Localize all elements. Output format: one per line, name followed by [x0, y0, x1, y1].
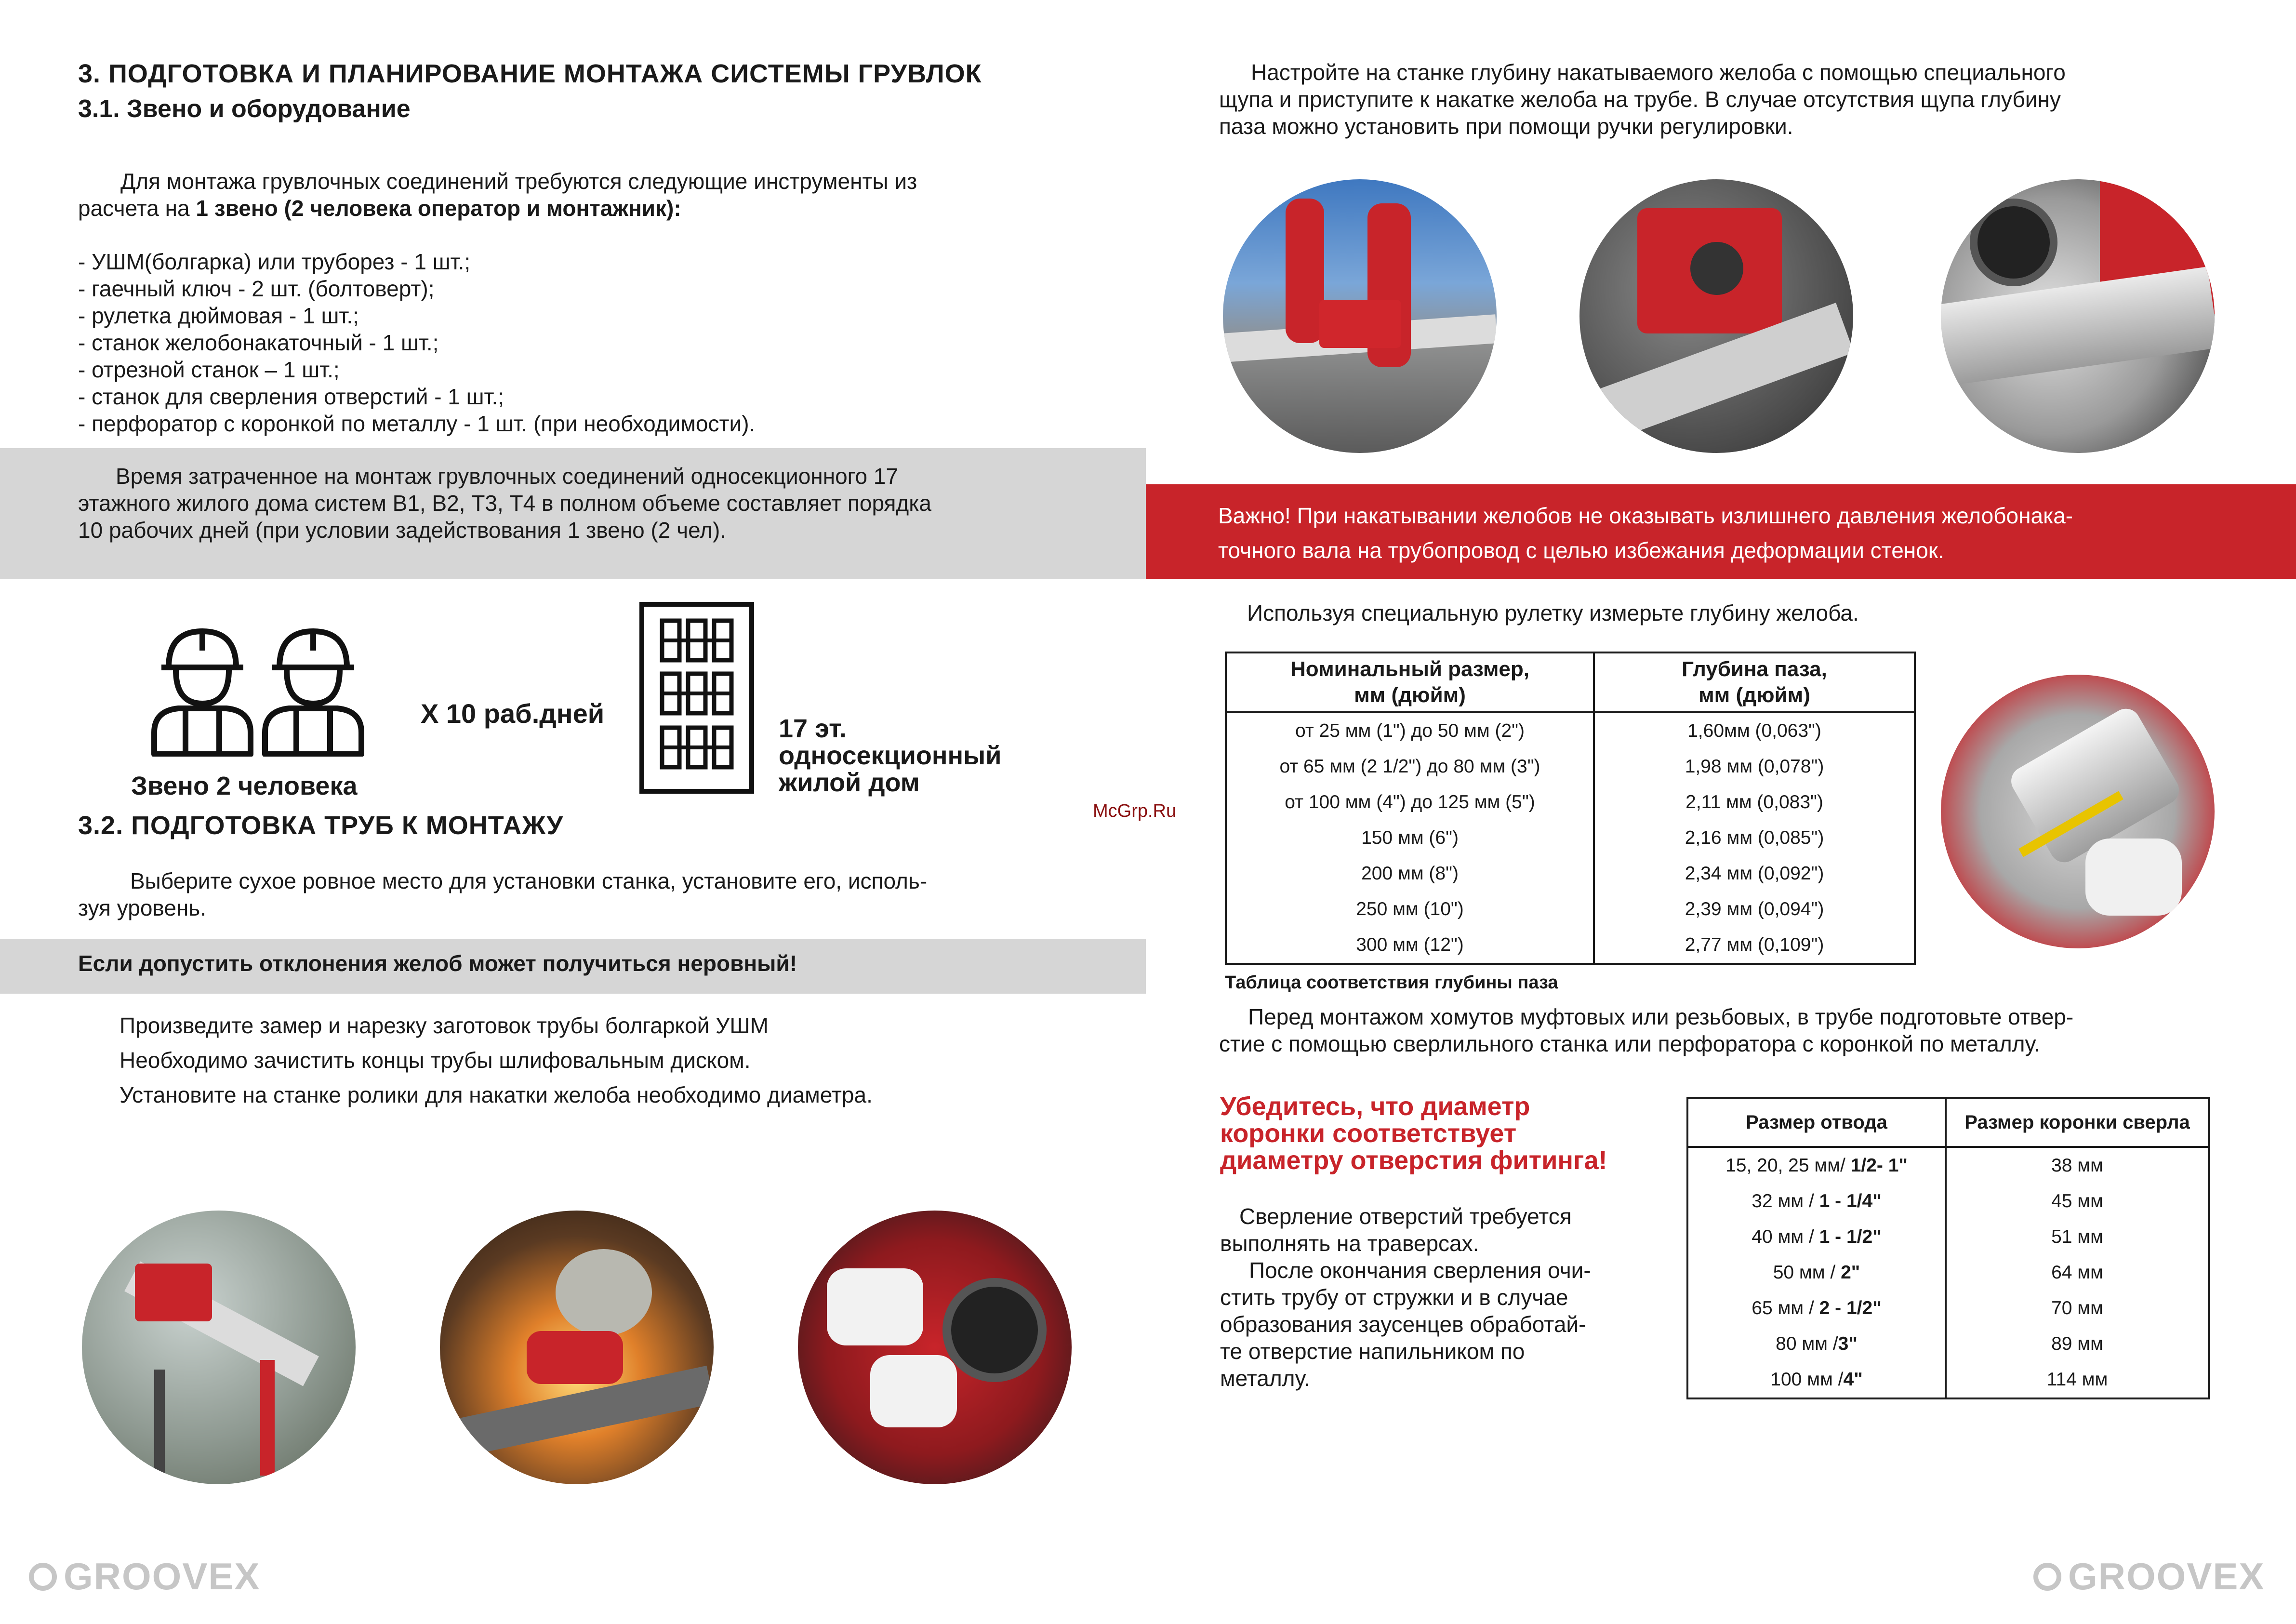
- tape-measure-photo: [1941, 675, 2215, 948]
- table-row: 32 мм / 1 - 1/4" 45 мм: [1687, 1184, 2209, 1219]
- table-row: от 100 мм (4") до 125 мм (5") 2,11 мм (0,083"): [1226, 785, 1915, 820]
- list-item: Установите на станке ролики для накатки желоба необходимо диаметра.: [119, 1082, 873, 1107]
- table-header: Номинальный размер, мм (дюйм): [1226, 652, 1594, 712]
- list-item: - УШМ(болгарка) или труборез - 1 шт.;: [78, 249, 471, 274]
- pipe-roller-photo: [1941, 179, 2215, 453]
- list-item: - станок для сверления отверстий - 1 шт.;: [78, 384, 504, 409]
- table-header: Размер отвода: [1687, 1098, 1946, 1147]
- list-item: Необходимо зачистить концы трубы шлифовальным диском.: [119, 1048, 751, 1073]
- grinder-photo: [440, 1211, 714, 1484]
- building-icon: [639, 601, 755, 794]
- table-header: Размер коронки сверла: [1946, 1098, 2209, 1147]
- table-row: 150 мм (6") 2,16 мм (0,085"): [1226, 820, 1915, 856]
- building-caption: 17 эт. односекционный жилой дом: [779, 714, 1002, 797]
- watermark: McGrp.Ru: [1093, 801, 1177, 821]
- table-row: 40 мм / 1 - 1/2" 51 мм: [1687, 1219, 2209, 1255]
- section2-title: 3.2. ПОДГОТОВКА ТРУБ К МОНТАЖУ: [78, 811, 564, 840]
- groovex-logo-left: GROOVEX: [29, 1555, 260, 1598]
- subsection-title: 3.1. Звено и оборудование: [78, 95, 411, 123]
- table-row: 15, 20, 25 мм/ 1/2- 1" 38 мм: [1687, 1147, 2209, 1184]
- warning-text: Если допустить отклонения желоб может получиться неровный!: [78, 951, 797, 976]
- list-item: - перфоратор с коронкой по металлу - 1 шт. (при необходимости).: [78, 411, 756, 436]
- table-row: 100 мм /4" 114 мм: [1687, 1362, 2209, 1398]
- crew-caption: Звено 2 человека: [131, 772, 358, 800]
- intro-paragraph: Для монтажа грувлочных соединений требуются следующие инструменты из расчета на 1 звено (2 человека оператор и монтажник):: [78, 169, 917, 221]
- groovex-logo-right: GROOVEX: [2033, 1555, 2265, 1598]
- workers-icon: [140, 622, 371, 757]
- drill-note: Перед монтажом хомутов муфтовых или резьбовых, в трубе подготовьте отвер- стие с помощью сверлильного станка или перфоратора с коронкой по металлу.: [1219, 1004, 2074, 1056]
- table-row: 200 мм (8") 2,34 мм (0,092"): [1226, 856, 1915, 892]
- list-item: Произведите замер и нарезку заготовок трубы болгаркой УШМ: [119, 1013, 769, 1038]
- drill-text: Сверление отверстий требуется выполнять на траверсах. После окончания сверления очи- стить трубу от стружки и в случае образования заусенцев обработай- те отверстие напильником по металлу.: [1220, 1204, 1591, 1391]
- measure-note: Используя специальную рулетку измерьте глубину желоба.: [1247, 600, 1859, 626]
- groove-depth-table: [1225, 652, 1916, 965]
- table-row: 300 мм (12") 2,77 мм (0,109"): [1226, 927, 1915, 964]
- right-intro: Настройте на станке глубину накатываемого желоба с помощью специального щупа и приступите к накатке желоба на трубе. В случае отсутствия щупа глубину паза можно установить при помощи ручки регулировки.: [1219, 60, 2066, 139]
- table-row: 250 мм (10") 2,39 мм (0,094"): [1226, 892, 1915, 927]
- table-row: 80 мм /3" 89 мм: [1687, 1326, 2209, 1362]
- pipe-stand-photo: [82, 1211, 356, 1484]
- rollers-photo: [798, 1211, 1072, 1484]
- table-header: Глубина паза, мм (дюйм): [1594, 652, 1915, 712]
- table-caption: Таблица соответствия глубины паза: [1225, 972, 1558, 993]
- time-note: Время затраченное на монтаж грувлочных соединений односекционного 17 этажного жилого дома систем В1, В2, Т3, Т4 в полном объеме составляет порядка 10 рабочих дней (при условии задействования 1 звено (2 чел).: [78, 464, 931, 543]
- table-row: 65 мм / 2 - 1/2" 70 мм: [1687, 1291, 2209, 1326]
- logo-icon: [2033, 1563, 2061, 1591]
- list-item: - гаечный ключ - 2 шт. (болтоверт);: [78, 276, 435, 301]
- table-row: от 65 мм (2 1/2") до 80 мм (3") 1,98 мм (0,078"): [1226, 749, 1915, 785]
- list-item: - отрезной станок – 1 шт.;: [78, 357, 340, 382]
- logo-icon: [29, 1563, 57, 1591]
- table-row: 50 мм / 2" 64 мм: [1687, 1255, 2209, 1291]
- alert-text: Убедитесь, что диаметр коронки соответствует диаметру отверстия фитинга!: [1220, 1092, 1607, 1175]
- prep-text: Выберите сухое ровное место для установки станка, установите его, исполь- зуя уровень.: [78, 868, 928, 920]
- multiplier-label: Х 10 раб.дней: [421, 698, 605, 729]
- important-text: Важно! При накатывании желобов не оказывать излишнего давления желобонака- точного вала на трубопровод с целью избежания деформации стенок.: [1218, 503, 2073, 563]
- section-title: 3. ПОДГОТОВКА И ПЛАНИРОВАНИЕ МОНТАЖА СИСТЕМЫ ГРУВЛОК: [78, 59, 982, 88]
- tools-list: [78, 248, 755, 437]
- list-item: - станок желобонакаточный - 1 шт.;: [78, 330, 439, 355]
- workers-machine-photo: [1223, 179, 1497, 453]
- drill-size-table: [1686, 1097, 2210, 1399]
- table-row: от 25 мм (1") до 50 мм (2") 1,60мм (0,063"): [1226, 712, 1915, 749]
- steps-list: [119, 1008, 873, 1112]
- groover-closeup-photo: [1579, 179, 1853, 453]
- list-item: - рулетка дюймовая - 1 шт.;: [78, 303, 359, 328]
